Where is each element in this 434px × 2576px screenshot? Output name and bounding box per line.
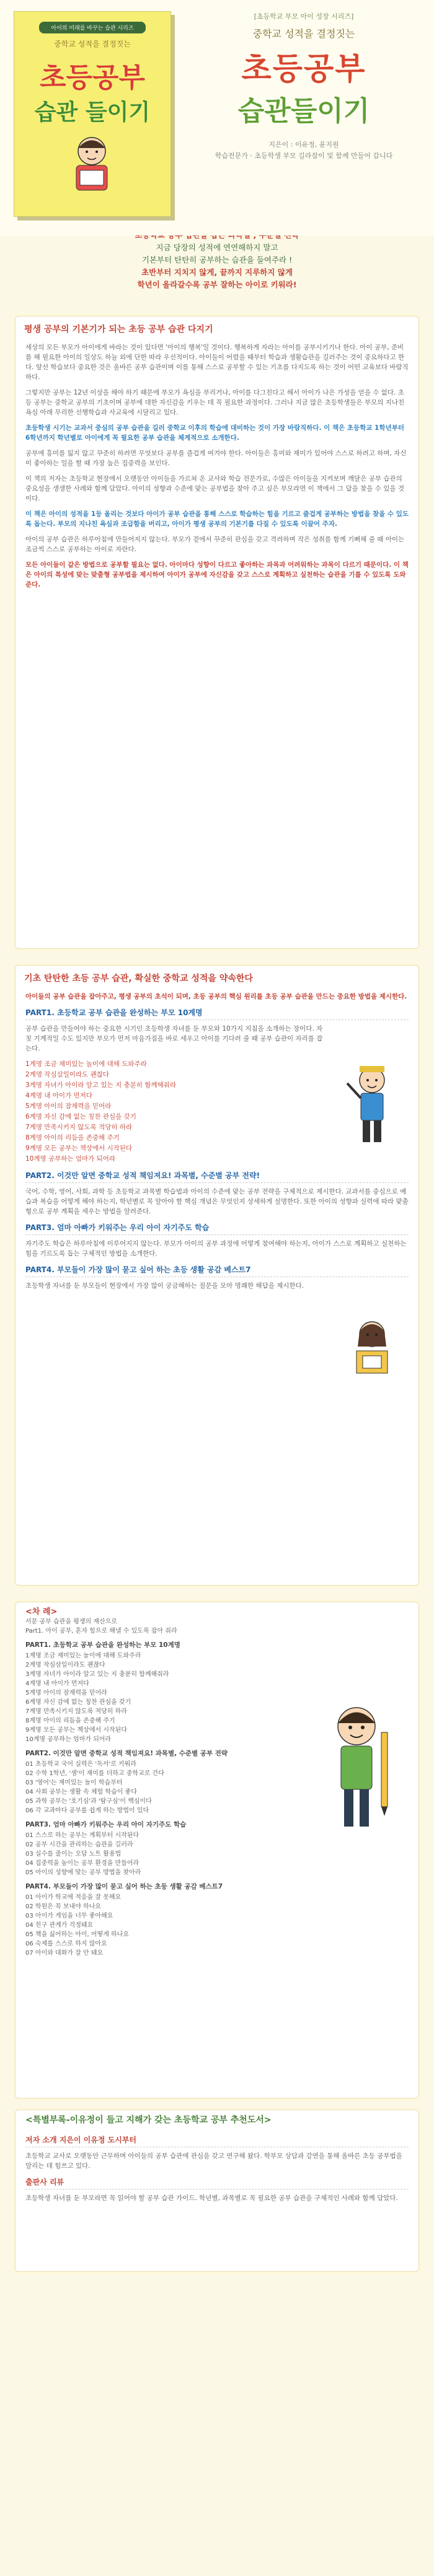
toc-item: 04 친구 관계가 걱정돼요	[25, 1922, 94, 1929]
toc-title: <차 례>	[25, 1607, 58, 1617]
part3-body: 자기주도 학습은 하루아침에 이루어지지 않는다. 부모가 아이의 공부 과정에 어떻게 참여해야 하는지, 아이가 스스로 계획하고 실천하는 힘을 기르도록 돕는 구체적인 방법을 소개한다.	[25, 1240, 407, 1257]
header-subtitle: 중학교 성적을 결정짓는	[252, 28, 355, 40]
part4-body: 초등학생 자녀를 둔 부모들이 현장에서 가장 많이 궁금해하는 질문을 모아 명쾌한 해답을 제시한다.	[25, 1282, 304, 1290]
book-band: 아이의 미래를 바꾸는 습관 시리즈	[39, 22, 146, 33]
section1-heading: 평생 공부의 기본기가 되는 초등 공부 습관 다지기	[24, 325, 213, 334]
toc-item: 05 책을 싫어하는 아이, 어떻게 하나요	[25, 1931, 130, 1938]
toc-preface: 서문 공부 습관을 평생의 재산으로	[25, 1618, 117, 1625]
section2-heading: 기초 탄탄한 초등 공부 습관, 확실한 중학교 성적을 약속한다	[24, 974, 253, 984]
toc-item: 04 집중력을 높이는 공부 환경을 만들어라	[25, 1860, 140, 1867]
toc-item: 9계명 모든 공부는 책상에서 시작된다	[25, 1727, 127, 1734]
toc-item: 02 수학 1학년, '셈'이 재미를 더하고 중학교로 간다	[25, 1770, 164, 1777]
toc-panel	[15, 1602, 419, 2098]
toc-item: 6계명 자신 감에 없는 칭찬 관심을 갖기	[25, 1699, 131, 1706]
book-cover	[14, 11, 171, 217]
section1-highlight: 초등학생 시기는 교과서 중심의 공부 습관을 길러 중학교 이후의 학습에 대비하는 것이 가장 바람직하다. 이 책은 초등학교 1학년부터 6학년까지 학년별로 아이에게 꼭 필요한 공부 습관을 체계적으로 소개한다.	[25, 424, 405, 442]
commandment-item: 9계명 모든 공부는 책상에서 시작된다	[25, 1145, 133, 1152]
author-info	[186, 139, 422, 162]
toc-item: 1계명 조금 재미있는 놀이에 대해 도와주라	[25, 1653, 141, 1659]
toc-section-title: PART3. 엄마 아빠가 키워주는 우리 아이 자기주도 학습	[25, 1821, 187, 1828]
toc-item: 07 아이와 대화가 잘 안 돼요	[25, 1950, 104, 1957]
commandment-item: 5계명 아이의 잠재력을 믿어라	[25, 1102, 112, 1110]
review-title: 출판사 리뷰	[25, 2177, 409, 2190]
header-title-line2: 습관들이기	[237, 95, 370, 127]
book-title-line2: 습관 들이기	[34, 99, 151, 125]
section1-paragraph: 공부에 흥미를 잃지 않고 꾸준히 하려면 무엇보다 공부를 즐겁게 여겨야 한다. 아이들은 흥미와 재미가 있어야 스스로 하려고 하며, 자신이 좋아하는 일을 할 때 가장 높은 집중력을 보인다.	[25, 450, 407, 467]
toc-item: 5계명 아이의 잠재력을 믿어라	[25, 1690, 107, 1696]
header-title-line1: 초등공부	[241, 50, 366, 87]
toc-item: 8계명 아이의 리듬을 존중해 주기	[25, 1718, 115, 1724]
commandment-item: 6계명 자신 감에 없는 칭찬 관심을 갖기	[25, 1113, 136, 1120]
toc-item: 03 아이가 게임을 너무 좋아해요	[25, 1913, 113, 1919]
authors-panel	[15, 2110, 419, 2272]
top-banner	[0, 0, 434, 235]
toc-item: 06 각 교과마다 공부를 쉽게 하는 방법이 있다	[25, 1807, 149, 1814]
appendix-label: <특별부록-이유정이 들고 지해가 갖는 초등학교 공부 추천도서>	[25, 2115, 272, 2125]
boy-waving-illustration	[338, 1059, 406, 1151]
part1-title: PART1. 초등학교 공부 습관을 완성하는 부모 10계명	[25, 1008, 409, 1020]
part4-title: PART4. 부모들이 가장 많이 묻고 싶어 하는 초등 생활 공감 베스트7	[25, 1265, 409, 1277]
girl-reading-illustration	[338, 1312, 406, 1387]
commandment-item: 1계명 조금 재미있는 놀이에 대해 도와주라	[25, 1060, 147, 1068]
toc-item: 05 과학 공부는 '호기심'과 '탐구심'이 핵심이다	[25, 1798, 152, 1805]
toc-item: 7계명 만족시키지 않도록 적당히 하라	[25, 1708, 127, 1715]
section1-highlight: 이 책은 아이의 성적을 1등 올리는 것보다 아이가 공부 습관을 통해 스스로 학습하는 힘을 기르고 즐겁게 공부하는 방법을 찾을 수 있도록 돕는다. 부모의 지나친 욕심과 조급함을 버리고, 아이가 평생 공부의 기본기를 다질 수 있도록 이끌어 주자.	[25, 510, 409, 528]
section1-highlight-red: 모든 아이들이 같은 방법으로 공부할 필요는 없다. 아이마다 성향이 다르고 좋아하는 과목과 어려워하는 과목이 다르기 때문이다. 이 책은 아이의 특성에 맞는 맞춤형 공부법을 제시하여 아이가 공부에 자신감을 갖고 스스로 계획하고 실천하는 습관을 기를 수 있도록 도와준다.	[25, 561, 409, 588]
part1-body: 공부 습관을 만들어야 하는 중요한 시기인 초등학생 자녀를 둔 부모와 10가지 지침을 소개하는 장이다. 자칫 기계적일 수도 있지만 부모가 먼저 마음가짐을 바로 세우고 아이를 기다려 줄 때 공부 습관이 자리를 잡는다.	[25, 1025, 323, 1052]
section1-paragraph: 세상의 모든 부모가 아이에게 바라는 것이 있다면 '아이의 행복'일 것이다. 행복하게 자라는 아이를 공부시키기나 한다. 아이 공부, 준비를 해 필요한 아이의 일상도 하늘 외에 단한 따라 우선적이다. 아이들이 어렸을 때부터 학습과 생활습관을 길러주는 것이 중요하다고 한다. 앞선 학습보다 중요한 것은 올바른 공부 습관이며 이를 통해 스스로 공부할 수 있는 기초를 다지도록 하는 것이 어떤 교육보다 바람직하다.	[25, 344, 409, 381]
book-tagline: 중학교 성적을 결정짓는	[54, 40, 131, 48]
toc-item: 01 초등학교 국어 실력은 '독서'로 키워라	[25, 1761, 137, 1768]
pencil-kid-illustration	[307, 1695, 406, 1838]
summary-line2: 지금 당장의 성적에 연연해하지 말고	[156, 243, 278, 252]
section2-intro: 아이들의 공부 습관을 잡아주고, 평생 공부의 초석이 되며, 초등 공부의 핵심 원리를 초등 공부 습관을 만드는 중요한 방법을 제시한다.	[25, 993, 407, 1000]
toc-preface: Part1. 아이 공부, 혼자 힘으로 해낼 수 있도록 잡아 줘라	[25, 1628, 177, 1635]
toc-item: 4계명 내 아이가 먼저다	[25, 1680, 89, 1687]
author1-bio: 초등학교 교사로 오랫동안 근무하며 아이들의 공부 습관에 관심을 갖고 연구해 왔다. 학부모 상담과 강연을 통해 올바른 초등 공부법을 알리는 데 힘쓰고 있다.	[25, 2152, 402, 2170]
commandment-item: 2계명 작심삼일이라도 괜찮다	[25, 1071, 110, 1078]
toc-item: 01 아이가 학교에 적응을 잘 못해요	[25, 1894, 122, 1901]
part2-title: PART2. 이것만 알면 중학교 성적 책임져요! 과목별, 수준별 공부 전략!	[25, 1171, 409, 1183]
summary-line4: 초반부터 지치지 않게, 끝까지 지루하지 않게	[141, 268, 293, 277]
author-line2: 학습전문가 · 초등학생 부모 길라잡이 및 함께 만들어 갑니다	[215, 152, 393, 160]
series-label: [초등학교 부모 아이 성장 시리즈]	[254, 12, 354, 20]
section1-paragraph: 이 책의 저자는 초등학교 현장에서 오랫동안 아이들을 가르쳐 온 교사와 학습 전문가로, 수많은 아이들을 지켜보며 깨달은 공부 습관의 중요성을 생생한 사례와 함께 담았다. 아이의 성향과 수준에 맞는 공부법을 찾아 주고 싶은 부모라면 이 책에서 그 답을 찾을 수 있을 것이다.	[25, 475, 405, 502]
commandment-item: 7계명 만족시키지 않도록 적당히 하라	[25, 1124, 133, 1131]
commandment-item: 8계명 아이의 리듬을 존중해 주기	[25, 1134, 120, 1142]
author1-name: 저자 소개 지은이 이유정 도시부터	[25, 2135, 409, 2147]
commandment-item: 4계명 내 아이가 먼저다	[25, 1092, 92, 1099]
summary-block	[19, 229, 415, 291]
toc-item: 02 공부 시간을 관리하는 습관을 길러라	[25, 1841, 133, 1848]
part2-body: 국어, 수학, 영어, 사회, 과학 등 초등학교 과목별 학습법과 아이의 수준에 맞는 공부 전략을 구체적으로 제시한다. 교과서를 중심으로 예습과 복습을 어떻게 해야 하는지, 학년별로 꼭 알아야 할 핵심 개념은 무엇인지 상세하게 설명한다. 또한 아이의 성향과 실력에 따라 맞춤형으로 공부 계획을 세우는 방법을 알려준다.	[25, 1188, 409, 1215]
section1-paragraph: 그렇지만 공부는 12년 이상을 해야 하기 때문에 부모가 욕심을 부리거나, 아이를 다그친다고 해서 아이가 나은 가성을 얻을 수 없다. 초등 공부는 중학교 공부의 기초이며 공부에 대한 자신감을 키우는 데 꼭 필요한 과정이다. 그러나 지금 많은 초등학생들은 부모의 지나친 욕심 아래 무리한 선행학습과 사교육에 시달리고 있다.	[25, 389, 405, 416]
commandment-item: 3계명 자녀가 아이라 알고 있는 지 충분히 함께해줘라	[25, 1081, 177, 1089]
kid-with-book-illustration	[58, 129, 126, 198]
toc-section-title: PART2. 이것만 알면 중학교 성적 책임져요! 과목별, 수준별 공부 전략	[25, 1750, 228, 1757]
summary-line5: 학년이 올라갈수록 공부 잘하는 아이로 키워라!	[137, 280, 297, 289]
section1-paragraph: 아이의 공부 습관은 하루아침에 만들어지지 않는다. 부모가 곁에서 꾸준히 관심을 갖고 격려하며 작은 성취를 함께 기뻐해 줄 때 아이는 조금씩 스스로 공부하는 아이로 자란다.	[25, 536, 405, 553]
toc-item: 03 실수를 줄이는 오답 노트 활용법	[25, 1851, 122, 1858]
toc-item: 3계명 자녀가 아이라 알고 있는 지 충분히 함께해줘라	[25, 1671, 169, 1678]
toc-item: 2계명 작심삼일이라도 괜찮다	[25, 1662, 105, 1669]
toc-item: 04 사회 공부는 생활 속 체험 학습이 좋다	[25, 1789, 137, 1796]
book-title-line1: 초등공부	[39, 62, 145, 94]
review-body: 초등학생 자녀를 둔 부모라면 꼭 읽어야 할 공부 습관 가이드. 학년별, 과목별로 꼭 필요한 공부 습관을 구체적인 사례와 함께 담았다.	[25, 2194, 398, 2202]
toc-item: 05 아이의 성향에 맞는 공부 방법을 찾아라	[25, 1869, 141, 1876]
author-line1: 지은이 : 이유정, 윤지원	[268, 141, 339, 149]
toc-item: 03 '영어'는 재미있는 놀이 학습부터	[25, 1779, 123, 1786]
toc-item: 10계명 공부하는 엄마가 되어라	[25, 1736, 112, 1743]
commandments-list	[25, 1059, 286, 1164]
toc-section-title: PART4. 부모들이 가장 많이 묻고 싶어 하는 초등 생활 공감 베스트7	[25, 1883, 223, 1890]
section-intro-panel	[15, 316, 419, 949]
part3-title: PART3. 엄마 아빠가 키워주는 우리 아이 자기주도 학습	[25, 1223, 409, 1235]
toc-item: 01 스스로 하는 공부는 계획부터 시작된다	[25, 1832, 140, 1839]
summary-line3: 기본부터 탄탄히 공부하는 습관을 들여주라 !	[141, 255, 293, 264]
commandment-item: 10계명 공부하는 엄마가 되어라	[25, 1155, 116, 1163]
toc-item: 06 숙제를 스스로 하지 않아요	[25, 1941, 107, 1947]
section-contents-panel	[15, 965, 419, 1586]
toc-item: 02 학원은 꼭 보내야 하나요	[25, 1903, 102, 1910]
toc-section-title: PART1. 초등학교 공부 습관을 완성하는 부모 10계명	[25, 1641, 180, 1649]
